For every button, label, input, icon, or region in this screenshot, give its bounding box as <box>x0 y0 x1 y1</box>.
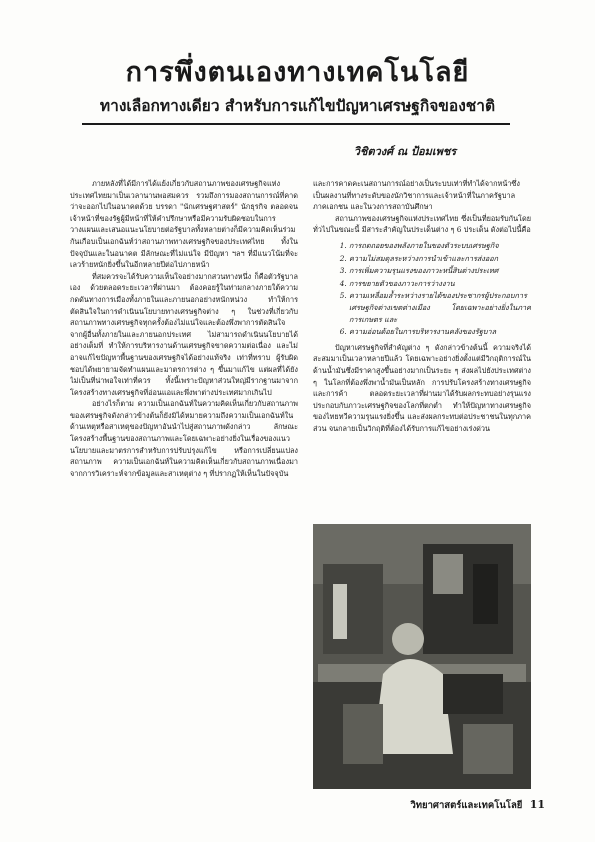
article-title: การพึ่งตนเองทางเทคโนโลยี <box>125 57 470 88</box>
page-footer <box>330 798 545 813</box>
right-column <box>313 178 531 518</box>
issue-item: 1. การถดถอยของพลังภายในของตัวระบบเศรษฐกิจ <box>349 240 531 252</box>
issue-item: 4. การขยายตัวของภาวะการว่างงาน <box>349 278 531 290</box>
magazine-name: วิทยาศาสตร์และเทคโนโลยี <box>410 800 523 811</box>
body-paragraph: สถานภาพของเศรษฐกิจแห่งประเทศไทย ซึ่งเป็นที่ยอมรับกันโดยทั่วไปในขณะนี้ มีสาระสำคัญในประเด็นต่าง ๆ 6 ประเด็น ดังต่อไปนี้คือ <box>313 213 531 235</box>
left-column <box>70 178 298 790</box>
body-paragraph: อย่างไรก็ตาม ความเป็นเอกฉันท์ในความคิดเห็นเกี่ยวกับสถานภาพของเศรษฐกิจดังกล่าวข้างต้นก็ยังมิได้หมายความถึงความเป็นเอกฉันท์ในด้านเหตุหรือสาเหตุของปัญหาอันนำไปสู่สถานภาพดังกล่าว ลักษณะโครงสร้างพื้นฐานของสถานภาพและโดยเฉพาะอย่างยิ่งในเรื่องของแนวนโยบายและมาตรการสำหรับการปรับปรุงแก้ไข หรือการเปลี่ยนแปลงสถานภาพ ความเป็นเอกฉันท์ในความคิดเห็นเกี่ยวกับสถานภาพเนื่องมาจากการวิเคราะห์จากข้อมูลและสาเหตุต่าง ๆ ที่ปรากฏให้เห็นในปัจจุบัน <box>70 399 298 478</box>
article-photo <box>313 524 531 789</box>
author-byline: วิชิตวงศ์ ณ ป้อมเพชร <box>353 145 457 158</box>
page-number: 11 <box>529 798 545 811</box>
body-paragraph: และการคาดคะเนสถานการณ์อย่างเป็นระบบเท่าที่ทำได้จากหน้าซึ่งเป็นผลงานที่ทางระดับของนักวิชาการและเจ้าหน้าที่ในภาครัฐบาล ภาคเอกชน และในวงการสถาบันศึกษา <box>313 179 520 212</box>
body-paragraph: ปัญหาเศรษฐกิจที่สำคัญต่าง ๆ ดังกล่าวข้างต้นนี้ ความจริงได้สะสมมาเป็นเวลาหลายปีแล้ว โดยเฉพาะอย่างยิ่งตั้งแต่มีวิกฤติการณ์ในด้านน้ำมันซึ่งมีราคาสูงขึ้นอย่างมากเป็นระยะ ๆ ส่งผลไปยังประเทศต่าง ๆ ในโลกที่ต้องพึ่งพาน้ำมันเป็นหลัก การปรับโครงสร้างทางเศรษฐกิจและการค้า ตลอดระยะเวลาที่ผ่านมาได้รับผลกระทบอย่างรุนแรง ประกอบกับภาวะเศรษฐกิจของโลกที่ตกต่ำ ทำให้ปัญหาทางเศรษฐกิจของไทยทวีความรุนแรงยิ่งขึ้น และส่งผลกระทบต่อประชาชนในทุกภาคส่วน จนกลายเป็นวิกฤติที่ต้องได้รับการแก้ไขอย่างเร่งด่วน <box>313 342 531 433</box>
body-paragraph: ภายหลังที่ได้มีการได้แย้งเกี่ยวกับสถานภาพของเศรษฐกิจแห่งประเทศไทยมาเป็นเวลานานพอสมควร รวมถึงการมองสถานการณ์ที่คาดว่าจะออกไปในอนาคตด้วย บรรดา "นักเศรษฐศาสตร์" นักธุรกิจ ตลอดจนเจ้าหน้าที่ของรัฐผู้มีหน้าที่ให้คำปรึกษาหรือมีความรับผิดชอบในการวางแผนและเสนอแนะนโยบายต่อรัฐบาลทั้งหลายต่างก็มีความคิดเห็นร่วมกันเกือบเป็นเอกฉันท์ว่าสถานภาพทางเศรษฐกิจของประเทศไทย ทั้งในปัจจุบันและในอนาคต มีลักษณะที่ไม่แน่ใจ มีปัญหา ฯลฯ ที่มีแนวโน้มที่จะเลวร้ายหนักยิ่งขึ้นในอีกหลายปีต่อไปภายหน้า <box>70 179 298 270</box>
title-rule <box>82 123 510 125</box>
issue-item: 5. ความเหลื่อมล้ำระหว่างรายได้ของประชากรผู้ประกอบการเศรษฐกิจต่างเขตต่างเมือง โดยเฉพาะอย่างยิ่งในภาคการเกษตร และ <box>349 290 531 325</box>
body-paragraph: ที่สมควรจะได้รับความเห็นใจอย่างมากสวนทางหนึ่ง ก็คือตัวรัฐบาลเอง ด้วยตลอดระยะเวลาที่ผ่านมา ต้องคอยรู้ในท่ามกลางภายใต้ความกดดันทางการเมืองทั้งภายในและภายนอกอย่างหนักหน่วง ทำให้การตัดสินใจในการดำเนินนโยบายทางเศรษฐกิจต่าง ๆ ในช่วงที่เกี่ยวกับสถานภาพทางเศรษฐกิจทุกครั้งต้องไม่แน่ใจและต้องพึ่งพาการตัดสินใจจากผู้อื่นทั้งภายในและภายนอกประเทศ ไม่สามารถดำเนินนโยบายได้อย่างเต็มที่ ทำให้การบริหารงานด้านเศรษฐกิจขาดความต่อเนื่อง และไม่อาจแก้ไขปัญหาพื้นฐานของเศรษฐกิจได้อย่างแท้จริง เท่าที่ทราบ ผู้รับผิดชอบได้พยายามจัดทำแผนและมาตรการต่าง ๆ ขึ้นมาแก้ไข แต่ผลที่ได้ยังไม่เป็นที่น่าพอใจเท่าที่ควร ทั้งนี้เพราะปัญหาส่วนใหญ่มีรากฐานมาจากโครงสร้างทางเศรษฐกิจที่อ่อนแอและพึ่งพาต่างประเทศมากเกินไป <box>70 271 298 397</box>
engineer-at-machine-illustration <box>313 524 531 789</box>
issue-list <box>313 240 531 338</box>
article-subtitle: ทางเลือกทางเดียว สำหรับการแก้ไขปัญหาเศรษฐกิจของชาติ <box>99 96 496 115</box>
issue-item: 6. ความอ่อนด้อยในการบริหารงานคลังของรัฐบาล <box>349 326 531 338</box>
issue-item: 3. การเพิ่มความรุนแรงของภาวะหนี้สินต่างประเทศ <box>349 265 531 277</box>
issue-item: 2. ความไม่สมดุลระหว่างการนำเข้าและการส่งออก <box>349 253 531 265</box>
